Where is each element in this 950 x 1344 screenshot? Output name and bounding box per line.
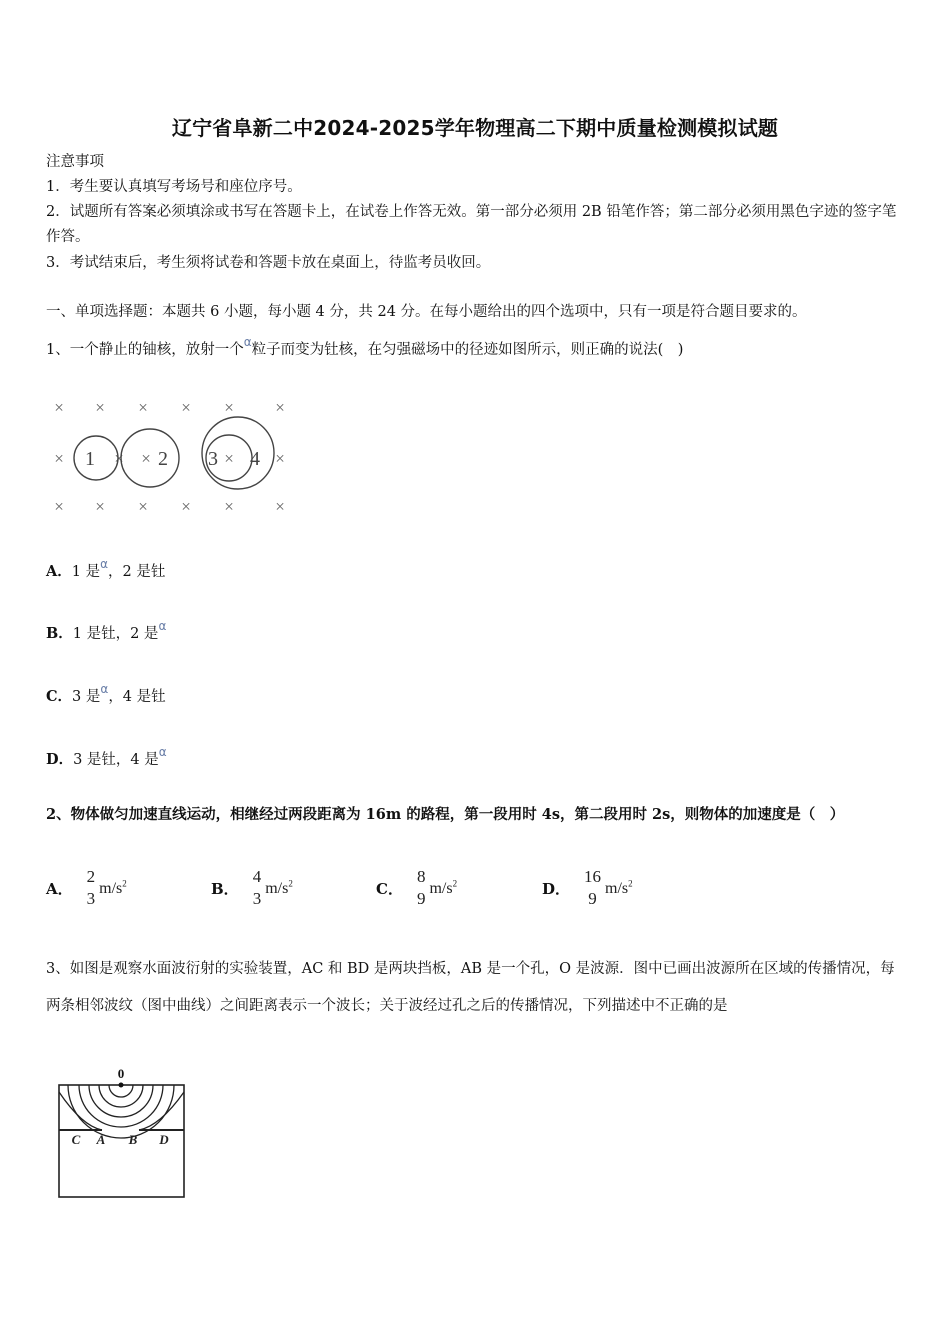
wave-source-dot — [119, 1083, 124, 1088]
field-mark-1: × — [54, 398, 64, 417]
section-heading: 一、单项选择题：本题共 6 小题，每小题 4 分，共 24 分。在每小题给出的四个选项中，只有一项是符合题目要求的。 — [46, 304, 807, 320]
field-mark-13: × — [95, 497, 105, 516]
field-mark-8: × — [114, 449, 124, 468]
notice-item-3: 3．考试结束后，考生须将试卷和答题卡放在桌面上，待监考员收回。 — [46, 255, 491, 271]
q2-stem: 2、物体做匀加速直线运动，相继经过两段距离为 16m 的路程，第一段用时 4s，第二段用时 2s，则物体的加速度是（ ） — [46, 806, 845, 823]
alpha-symbol: α — [243, 335, 252, 349]
field-mark-6: × — [275, 398, 285, 417]
q2-option-b[interactable]: B． 4 3 $m/s^2$ — [211, 867, 293, 908]
q1-stem: 1、一个静止的铀核，放射一个$^\alpha$粒子而变为钍核，在匀强磁场中的径迹如图所示，则正确的说法( ) — [46, 335, 684, 358]
track-label-2: 2 — [158, 448, 168, 470]
field-mark-14: × — [138, 497, 148, 516]
field-mark-16: × — [224, 497, 234, 516]
notice-item-1: 1．考生要认真填写考场号和座位序号。 — [46, 179, 302, 195]
field-mark-2: × — [95, 398, 105, 417]
notice-item-2: 2．试题所有答案必须填涂或书写在答题卡上，在试卷上作答无效。第一部分必须用 2B 铅笔作答；第二部分必须用黑色字迹的签字笔作答。 — [46, 204, 897, 245]
q1-option-c[interactable]: C．3 是$^\alpha$，4 是钍 — [46, 682, 166, 705]
field-mark-9: × — [141, 449, 151, 468]
field-mark-5: × — [224, 398, 234, 417]
label-a: A — [96, 1132, 106, 1147]
label-d: D — [159, 1132, 169, 1147]
q1-option-a[interactable]: A．1 是$^\alpha$，2 是钍 — [46, 557, 166, 580]
label-c: C — [71, 1132, 81, 1147]
q2-option-a[interactable]: A． 2 3 $m/s^2$ — [46, 867, 127, 908]
field-mark-7: × — [54, 449, 64, 468]
source-label-o: 0 — [117, 1066, 125, 1081]
field-mark-3: × — [138, 398, 148, 417]
field-mark-12: × — [54, 497, 64, 516]
notice-heading: 注意事项 — [46, 154, 104, 170]
page-title: 辽宁省阜新二中2024-2025学年物理高二下期中质量检测模拟试题 — [171, 116, 779, 140]
track-label-4: 4 — [250, 448, 260, 470]
field-mark-17: × — [275, 497, 285, 516]
field-mark-4: × — [181, 398, 191, 417]
field-mark-11: × — [275, 449, 285, 468]
q3-stem: 3、如图是观察水面波衍射的实验装置，AC 和 BD 是两块挡板，AB 是一个孔，O 是波源．图中已画出波源所在区域的传播情况，每两条相邻波纹（图中曲线）之间距离表示一个波长；关于波经过孔之后的传播情况，下列描述中不正确的是 — [46, 961, 895, 1014]
q1-option-b[interactable]: B．1 是钍，2 是$^\alpha$ — [46, 619, 167, 642]
field-mark-10: × — [224, 449, 234, 468]
track-label-3: 3 — [208, 448, 218, 470]
label-b: B — [128, 1132, 138, 1147]
q2-option-c[interactable]: C． 8 9 $m/s^2$ — [376, 867, 458, 908]
q1-track-figure — [40, 390, 300, 520]
q3-diffraction-figure — [52, 1064, 192, 1204]
track-circle-1 — [74, 436, 118, 480]
track-label-1: 1 — [85, 448, 95, 470]
q2-option-d[interactable]: D． 16 9 $m/s^2$ — [542, 867, 633, 908]
field-mark-15: × — [181, 497, 191, 516]
q1-option-d[interactable]: D．3 是钍，4 是$^\alpha$ — [46, 745, 167, 768]
